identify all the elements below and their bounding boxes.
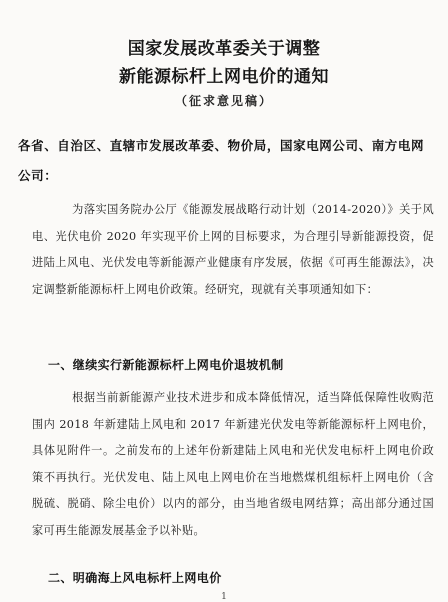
page-number: 1 — [221, 592, 227, 602]
paragraph-section-1-text: 根据当前新能源产业技术进步和成本降低情况，适当降低保障性收购范围内 2018 年新建陆上风电和 2017 年新建光伏发电等新能源标杆上网电价，具体见附件一。之前发布的上述年份新建陆上风电和光伏发电标杆上网电价政策不再执行。光伏发电、陆上风电上网电价在当地燃煤机组标杆上网电价（含脱硫、脱硝、除尘电价）以内的部分，由当地省级电网结算；高出部分通过国家可再生能源发展基金予以补贴。 — [32, 391, 434, 537]
document-title-line2: 新能源标杆上网电价的通知 — [119, 67, 329, 87]
section-heading-1: 一、继续实行新能源标杆上网电价退坡机制 — [48, 358, 284, 372]
paragraph-section-1 — [32, 385, 434, 545]
section-heading-2: 二、明确海上风电标杆上网电价 — [48, 571, 222, 585]
salutation: 各省、自治区、直辖市发展改革委、物价局，国家电网公司、南方电网公司： — [18, 138, 425, 183]
paragraph-intro-text: 为落实国务院办公厅《能源发展战略行动计划（2014-2020）》关于风电、光伏电价 2020 年实现平价上网的目标要求，为合理引导新能源投资，促进陆上风电、光伏发电等新能源产业健康有序发展，依据《可再生能源法》，决定调整新能源标杆上网电价政策。经研究，现就有关事项通知如下： — [32, 203, 434, 296]
paragraph-intro — [32, 197, 434, 303]
document-title-line1: 国家发展改革委关于调整 — [127, 39, 321, 59]
document-subtitle: （征求意见稿） — [174, 94, 273, 108]
